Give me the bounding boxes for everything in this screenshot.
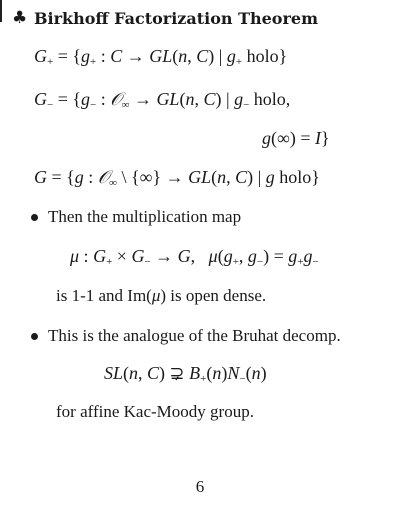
bullet-1-text: Then the multiplication map <box>48 207 242 226</box>
bullet-2-note: for affine Kac-Moody group. <box>56 402 254 421</box>
slide-title-text: Birkhoff Factorization Theorem <box>34 9 319 28</box>
equation-g-minus-line2: g(∞) = I} <box>262 128 330 148</box>
equation-g-full: G = {g : 𝒪$_\infty$ \ {∞} → GL(n, C) | g holo} <box>34 167 320 189</box>
club-suit-icon: ♣ <box>12 8 28 28</box>
page-number: 6 <box>195 477 205 496</box>
bullet-1-note: is 1-1 and Im(μ) is open dense. <box>56 286 267 305</box>
slide-title <box>12 8 319 28</box>
bullet-dot-icon <box>31 214 38 221</box>
formula-multiplication-map: μ : $G_+ \times G_- \to G$, $\mu(g_+$, $g_-) = g_+g_-$ <box>70 246 319 268</box>
equation-g-plus: $G_+ = \{g_+$ : C → GL(n, C) | $g_+$ holo} <box>34 46 288 68</box>
formula-bruhat: SL(n, C) ⊋ $B_+(n)N_-(n)$ <box>104 363 267 385</box>
bullet-2-text: This is the analogue of the Bruhat decomp. <box>48 326 341 345</box>
bullet-dot-icon <box>31 333 38 340</box>
edge-mark <box>0 0 2 22</box>
equation-g-minus-line1: $G_- = \{g_-$ : 𝒪$_\infty$ → GL(n, C) | $g_-$ holo, <box>34 89 291 111</box>
